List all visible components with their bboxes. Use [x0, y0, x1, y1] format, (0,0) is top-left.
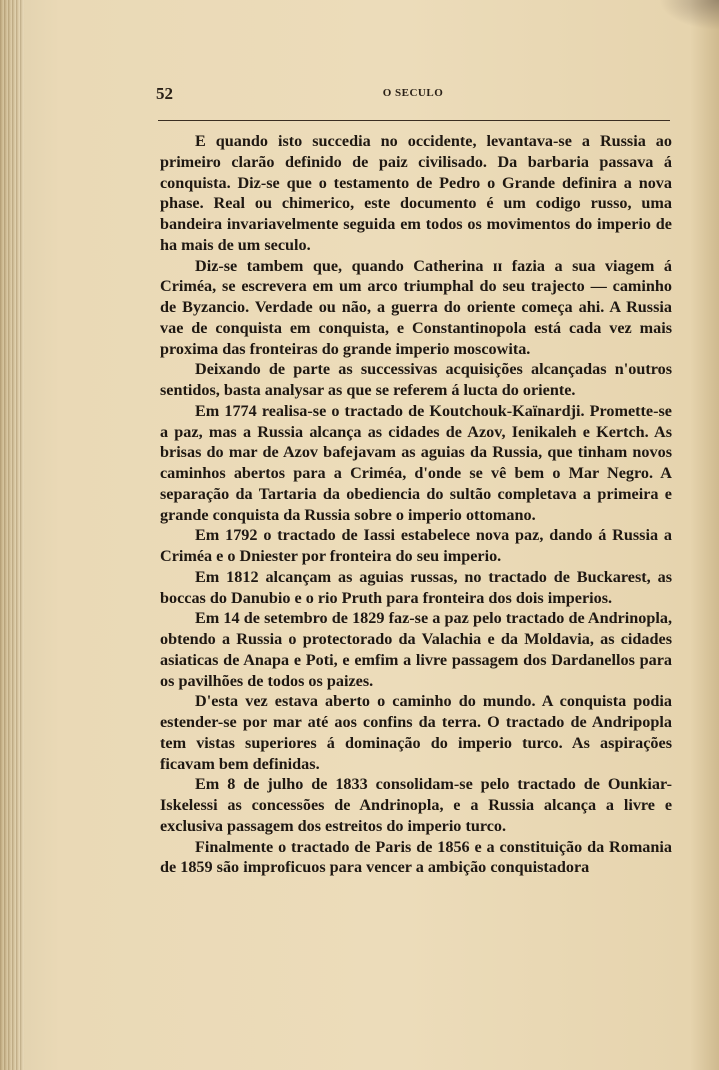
page-corner-shadow — [659, 0, 719, 30]
paragraph: Em 1792 o tractado de Iassi estabelece nova paz, dando á Russia a Criméa e o Dniester por fronteira do seu imperio. — [160, 526, 672, 565]
paragraph: Diz-se tambem que, quando Catherina ɪɪ fazia a sua viagem á Criméa, se escrevera em um arco triumphal do seu trajecto — caminho de Byzancio. Verdade ou não, a guerra do oriente começa ahi. A Russia vae de conquista em conquista, e Constantinopola está cada vez mais proxima das fronteiras do grande imperio moscowita. — [160, 256, 672, 358]
paragraph: Deixando de parte as successivas acquisições alcançadas n'outros sentidos, basta analysar as que se referem á lucta do oriente. — [160, 360, 672, 399]
paragraph: Em 14 de setembro de 1829 faz-se a paz pelo tractado de Andrinopla, obtendo a Russia o protectorado da Valachia e da Moldavia, as cidades asiaticas de Anapa e Poti, e emfim a livre passagem dos Dardanellos para os pavilhões de todos os paizes. — [160, 609, 672, 690]
page-number: 52 — [156, 84, 173, 103]
body-text — [160, 131, 672, 878]
running-title: O SECULO — [382, 87, 444, 99]
paragraph: Finalmente o tractado de Paris de 1856 e a constituição da Romania de 1859 são improficuos para vencer a ambição conquistadora — [160, 837, 672, 877]
paragraph: Em 1774 realisa-se o tractado de Koutchouk-Kaïnardji. Promette-se a paz, mas a Russia alcança as cidades de Azov, Ienikaleh e Kertch. As brisas do mar de Azov bafejavam as aguias da Russia, que tinham novos caminhos abertos para a Criméa, d'onde se vê bem o Mar Negro. A separação da Tartaria da obediencia do sultão completava a primeira e grande conquista da Russia sobre o imperio ottomano. — [160, 401, 672, 524]
page-header — [156, 84, 670, 106]
paragraph: Em 8 de julho de 1833 consolidam-se pelo tractado de Ounkiar-Iskelessi as concessões de Andrinopla, e a Russia alcança a livre e exclusiva passagem dos estreitos do imperio turco. — [160, 775, 672, 835]
header-rule — [158, 120, 670, 121]
paragraph: D'esta vez estava aberto o caminho do mundo. A conquista podia estender-se por mar até aos confins da terra. O tractado de Andripopla tem vistas superiores á dominação do imperio turco. As aspirações ficavam bem definidas. — [160, 692, 672, 773]
paragraph: E quando isto succedia no occidente, levantava-se a Russia ao primeiro clarão definido de paiz civilisado. Da barbaria passava á conquista. Diz-se que o testamento de Pedro o Grande definira a nova phase. Real ou chimerico, este documento é um codigo russo, uma bandeira invariavelmente seguida em todos os movimentos do imperio de ha mais de um seculo. — [160, 132, 672, 254]
paragraph: Em 1812 alcançam as aguias russas, no tractado de Buckarest, as boccas do Danubio e o rio Pruth para fronteira dos dois imperios. — [160, 567, 672, 607]
